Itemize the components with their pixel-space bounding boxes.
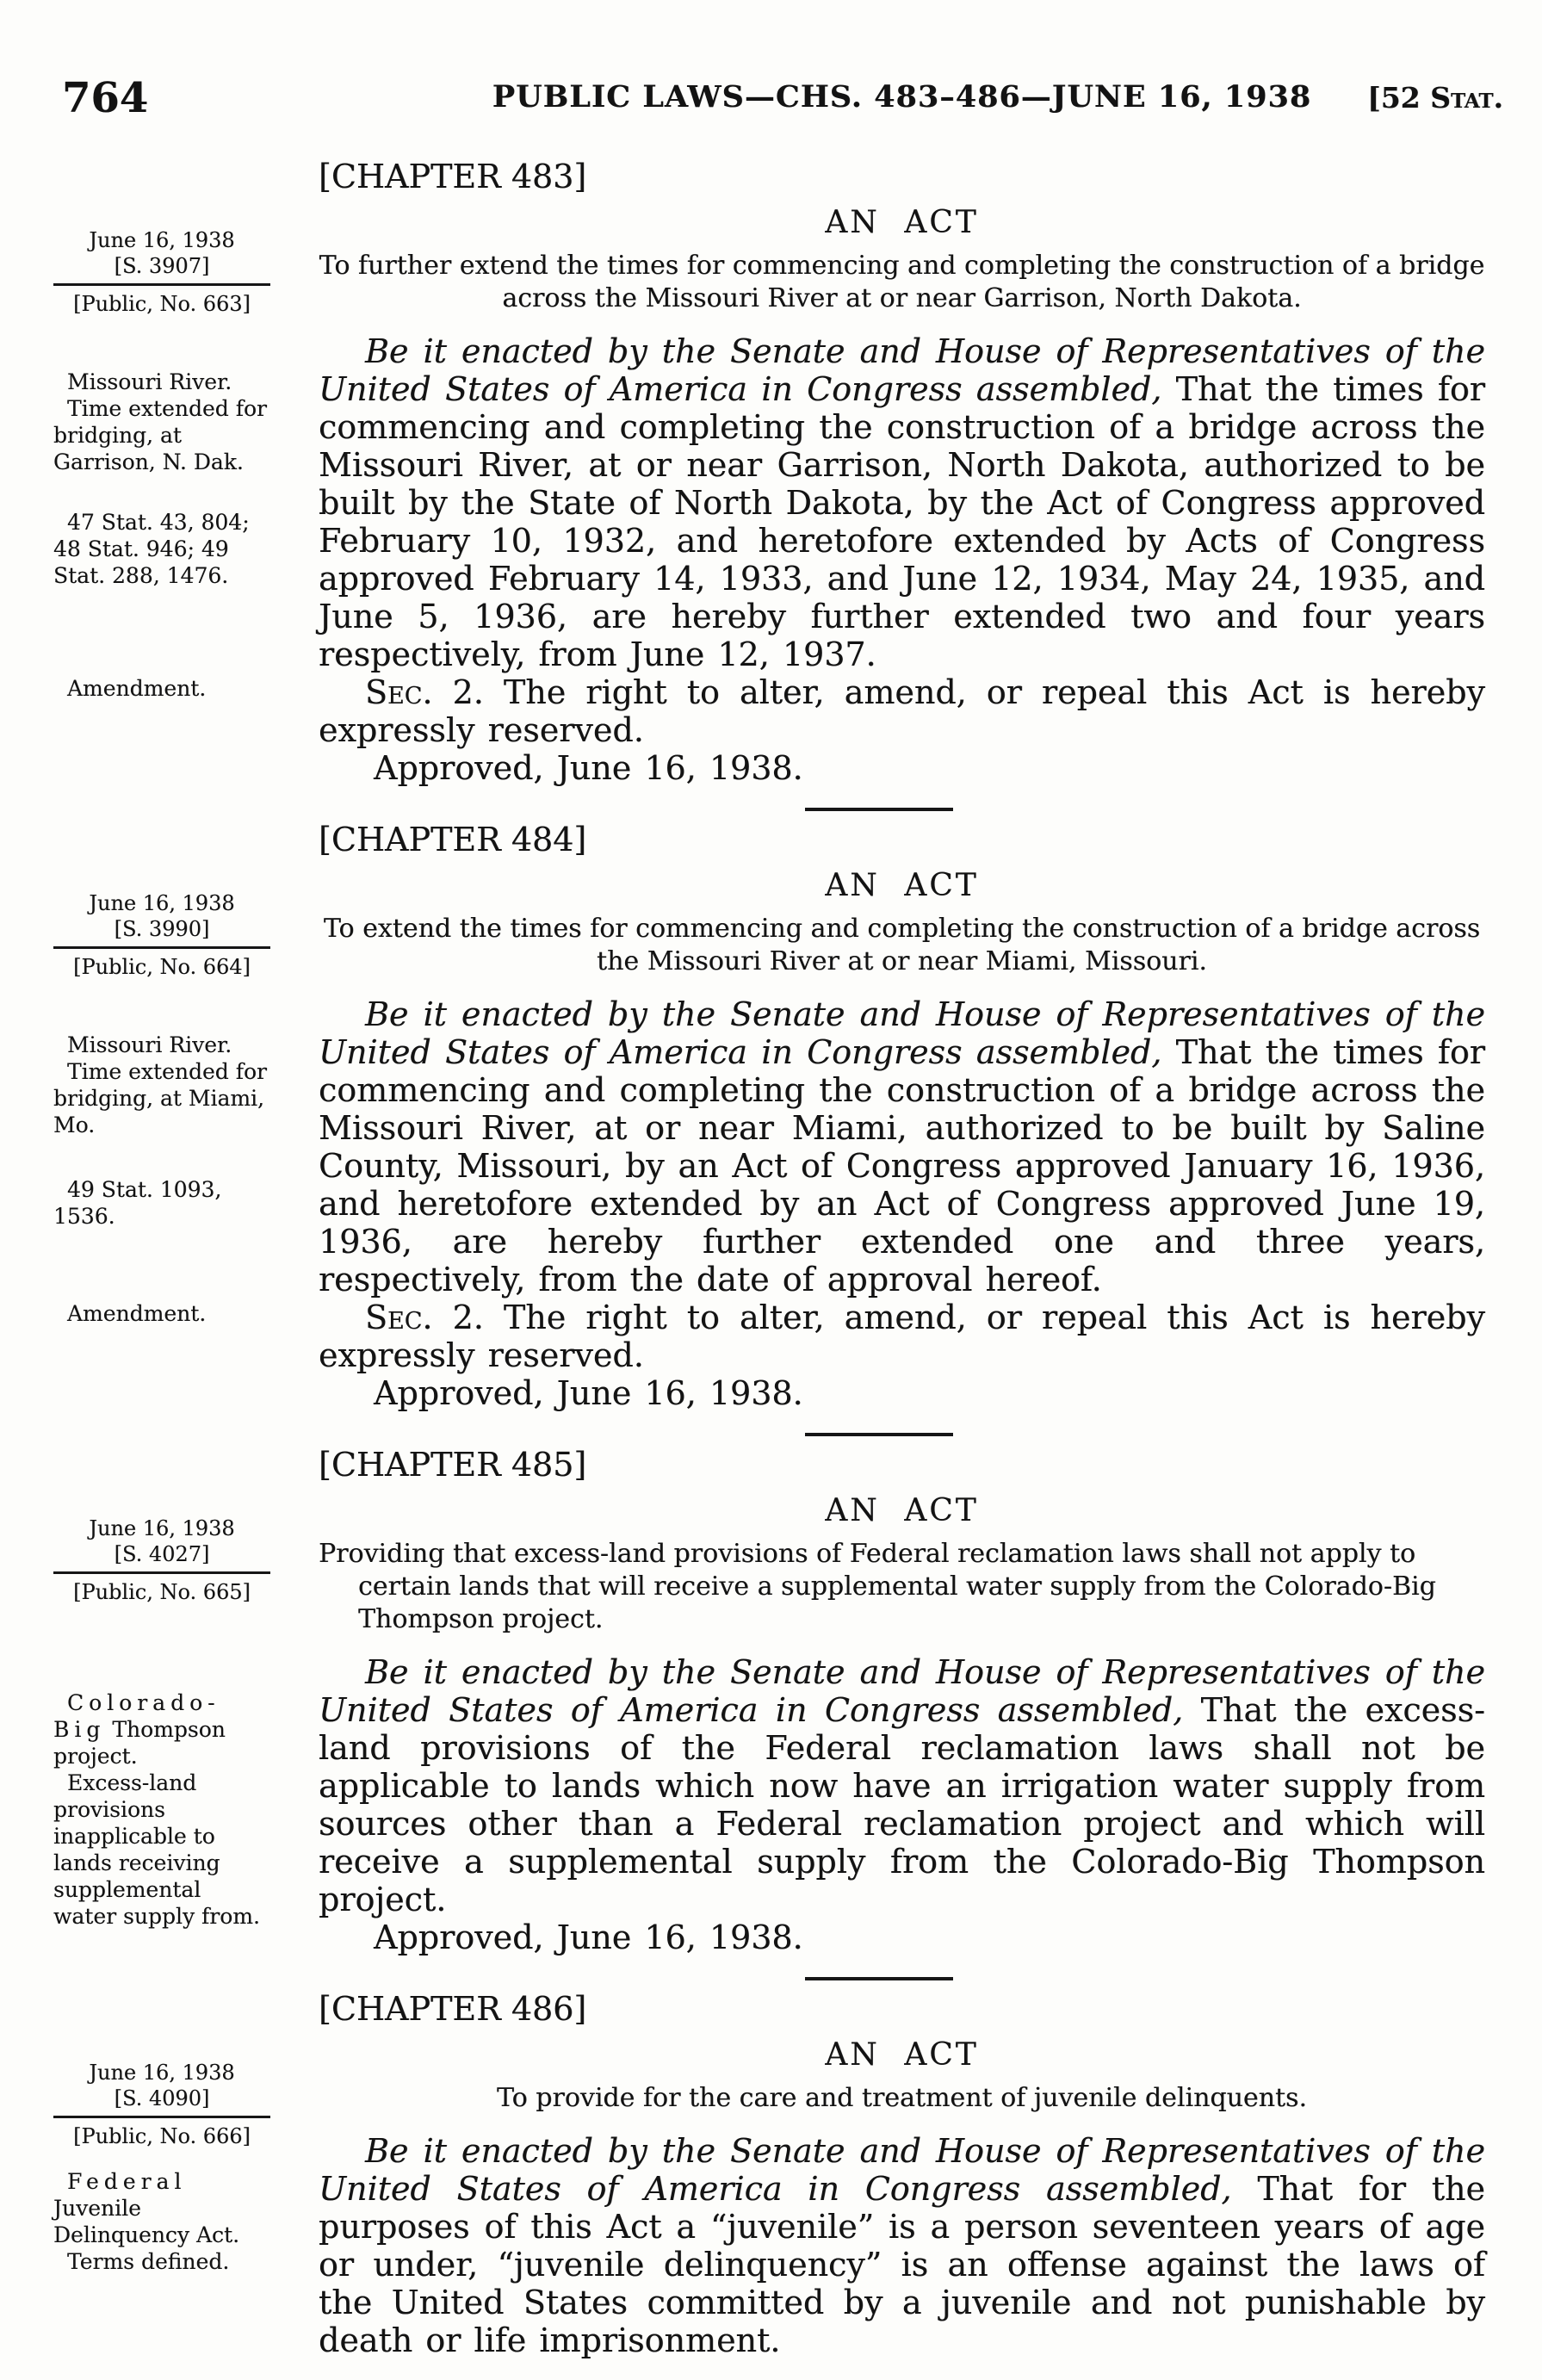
page-number: 764 — [62, 74, 149, 122]
body-paragraph — [319, 332, 1485, 673]
enacted-text: That for the purposes of this Act a “juvenile” is a person seventeen years of age or under, “juvenile delinquency” is an offense against the laws of the United States committed by a juvenile and not punishable by death or life imprisonment. — [319, 2170, 1485, 2359]
margin-note-citation — [53, 1176, 270, 1230]
margin-date-top — [53, 2060, 270, 2118]
chapter-divider — [805, 808, 953, 811]
chapter-heading: [CHAPTER 483] — [319, 158, 587, 195]
chapter-heading: [CHAPTER 484] — [319, 821, 587, 858]
margin-public-number: [Public, No. 666] — [73, 2124, 251, 2148]
act-title: To provide for the care and treatment of juvenile delinquents. — [497, 2083, 1307, 2113]
margin-note-amendment — [53, 1300, 270, 1327]
section-label: Sec. 2. — [365, 673, 484, 711]
margin-subject-line: Missouri River. — [67, 1032, 232, 1057]
margin-note-amendment — [53, 675, 270, 702]
an-act-label: AN ACT — [825, 205, 979, 240]
title-row — [73, 2061, 1485, 2148]
margin-date: June 16, 1938 — [89, 228, 235, 252]
section-label: Sec. 2. — [365, 1298, 484, 1336]
margin-note-subject — [53, 1689, 270, 1930]
margin-note-subject — [53, 369, 270, 475]
page-header — [0, 74, 1542, 126]
margin-public-number: [Public, No. 663] — [73, 292, 251, 316]
title-row — [73, 891, 1485, 979]
chapter-483 — [0, 155, 1542, 787]
margin-subject-line — [53, 1689, 270, 1770]
margin-date-block — [53, 1515, 270, 1605]
enacting-clause: Be it enacted by the Senate and House of Representatives of the United States of America in Congress assembled, — [319, 2132, 1485, 2208]
margin-date-block — [53, 2060, 270, 2149]
section-text: The right to alter, amend, or repeal this Act is hereby expressly reserved. — [319, 673, 1485, 749]
body-paragraph — [319, 2132, 1485, 2359]
chapter-486 — [0, 1987, 1542, 2359]
margin-bill-number: [S. 4027] — [114, 1542, 210, 1566]
margin-public-number: [Public, No. 664] — [73, 955, 251, 979]
act-title: To further extend the times for commencing and completing the construction of a bridge across the Missouri River at or near Garrison, North Dakota. — [319, 251, 1485, 313]
margin-date: June 16, 1938 — [89, 891, 235, 915]
section-text: The right to alter, amend, or repeal this Act is hereby expressly reserved. — [319, 1298, 1485, 1374]
approved-line: Approved, June 16, 1938. — [374, 1918, 803, 1956]
margin-date-block — [53, 890, 270, 980]
act-title: Providing that excess-land provisions of Federal reclamation laws shall not apply to certain lands that will receive a supplemental water supply from the Colorado-Big Thompson project. — [319, 1539, 1436, 1634]
enacting-row — [53, 1653, 1485, 1929]
margin-subject-line: Excess-land provisions inapplicable to lands receiving supplemental water supply from. — [53, 1770, 260, 1929]
margin-subject-rest: Thompson project. — [53, 1717, 226, 1769]
margin-subject-line — [53, 2168, 270, 2248]
stat-volume-text: [52 Stat. — [1367, 81, 1503, 115]
chapter-divider — [805, 1433, 953, 1436]
body-paragraph — [319, 1653, 1485, 1918]
margin-subject-rest: Juvenile Delinquency Act. — [53, 2196, 240, 2247]
margin-bill-number: [S. 3990] — [114, 917, 210, 941]
chapter-485 — [0, 1443, 1542, 1956]
section-2-row — [67, 1298, 1485, 1374]
margin-amendment-text: Amendment. — [67, 676, 207, 701]
enacting-row — [53, 995, 1485, 1298]
section-2-paragraph — [319, 1298, 1485, 1374]
chapter-484 — [0, 818, 1542, 1412]
margin-date: June 16, 1938 — [89, 2061, 235, 2085]
running-title: PUBLIC LAWS—CHS. 483–486—JUNE 16, 1938 — [492, 79, 1312, 115]
approved-line: Approved, June 16, 1938. — [374, 749, 803, 787]
margin-date-top — [53, 1515, 270, 1574]
section-2-paragraph — [319, 673, 1485, 749]
margin-subject-spread: Federal — [67, 2169, 187, 2194]
chapter-divider — [805, 1977, 953, 1980]
margin-subject-line: Time extended for bridging, at Miami, Mo. — [53, 1059, 267, 1137]
an-act-label: AN ACT — [825, 868, 979, 903]
margin-public-number: [Public, No. 665] — [73, 1580, 251, 1604]
enacted-text: That the times for commencing and completing the construction of a bridge across the Missouri River, at or near Garrison, North Dakota, authorized to be built by the State of North Dakota, by the Act of Congress approved February 10, 1932, and heretofore extended by Acts of Congress approved February 14, 1933, and June 12, 1934, May 24, 1935, and June 5, 1936, are hereby further extended two and four years respectively, from June 12, 1937. — [319, 370, 1485, 673]
enacted-text: That the times for commencing and completing the construction of a bridge across the Missouri River, at or near Miami, authorized to be built by Saline County, Missouri, by an Act of Congress approved January 16, 1936, and heretofore extended by an Act of Congress approved June 19, 1936, are hereby further extended one and three years, respectively, from the date of approval hereof. — [319, 1033, 1485, 1298]
margin-citation-text: 47 Stat. 43, 804; 48 Stat. 946; 49 Stat. 288, 1476. — [53, 510, 250, 588]
act-title: To extend the times for commencing and completing the construction of a bridge across the Missouri River at or near Miami, Missouri. — [323, 914, 1481, 976]
body-paragraph — [319, 995, 1485, 1298]
margin-date-top — [53, 890, 270, 949]
title-row — [73, 228, 1485, 316]
margin-subject-line: Missouri River. — [67, 369, 232, 394]
margin-note-subject — [53, 2168, 270, 2275]
margin-note-citation — [53, 509, 270, 589]
an-act-label: AN ACT — [825, 1493, 979, 1528]
margin-date-block — [53, 227, 270, 317]
margin-subject-spread: Colorado-Big — [53, 1690, 220, 1742]
enacting-row — [53, 332, 1485, 673]
section-2-row — [67, 673, 1485, 749]
an-act-label: AN ACT — [825, 2037, 979, 2073]
enacting-clause: Be it enacted by the Senate and House of Representatives of the United States of America in Congress assembled, — [319, 1653, 1485, 1729]
margin-date: June 16, 1938 — [89, 1516, 235, 1540]
margin-citation-text: 49 Stat. 1093, 1536. — [53, 1177, 222, 1229]
enacted-text: That the excess-land provisions of the Federal reclamation laws shall not be applicable to lands which now have an irrigation water supply from sources other than a Federal reclamation project and which will receive a supplemental supply from the Colorado-Big Thompson project. — [319, 1691, 1485, 1918]
approved-line: Approved, June 16, 1938. — [374, 1374, 803, 1412]
chapter-heading: [CHAPTER 486] — [319, 1990, 587, 2028]
enacting-clause: Be it enacted by the Senate and House of Representatives of the United States of America in Congress assembled, — [319, 995, 1485, 1071]
margin-date-top — [53, 227, 270, 286]
chapter-heading: [CHAPTER 485] — [319, 1446, 587, 1484]
margin-subject-line: Time extended for bridging, at Garrison, N. Dak. — [53, 396, 267, 474]
stat-volume-label — [1367, 81, 1503, 115]
margin-bill-number: [S. 3907] — [114, 254, 210, 278]
enacting-clause: Be it enacted by the Senate and House of Representatives of the United States of America in Congress assembled, — [319, 332, 1485, 408]
margin-amendment-text: Amendment. — [67, 1301, 207, 1326]
margin-subject-line: Terms defined. — [67, 2249, 230, 2274]
margin-note-subject — [53, 1032, 270, 1138]
title-row — [73, 1516, 1485, 1636]
margin-bill-number: [S. 4090] — [114, 2086, 210, 2110]
